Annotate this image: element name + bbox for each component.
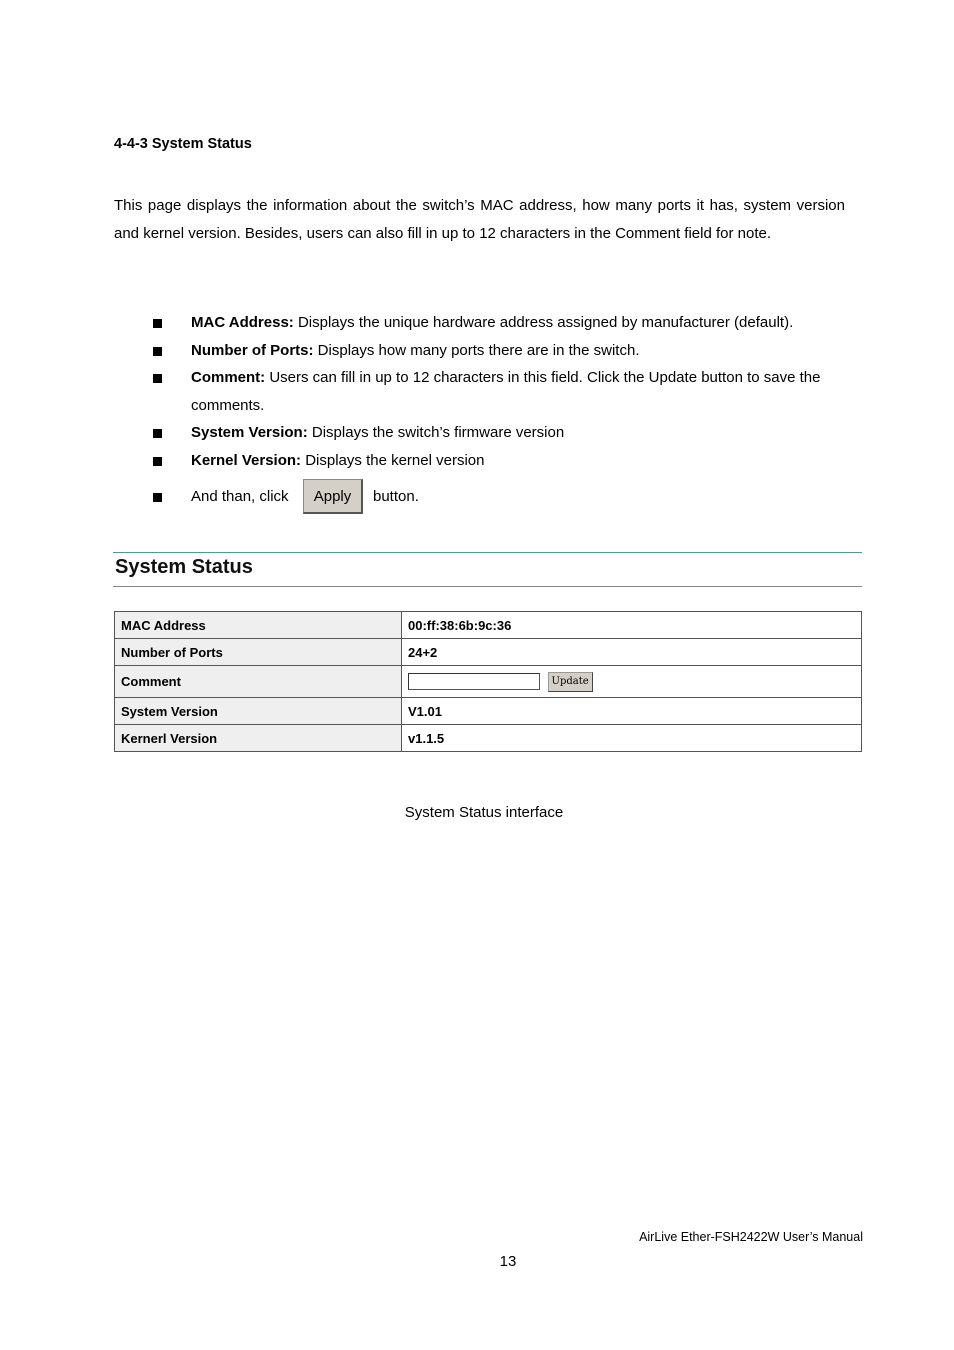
apply-line-after: button. [373,488,419,505]
bullet-term: Number of Ports: [191,341,314,359]
apply-button[interactable]: Apply [303,479,363,514]
bullet-term: MAC Address: [191,314,294,331]
system-status-table [114,611,862,752]
footer-manual-title: AirLive Ether-FSH2422W User’s Manual [639,1230,863,1244]
bullet-text: Displays the kernel version [301,451,485,469]
table-row [115,725,862,752]
bullet-square-icon [153,374,162,383]
bullet-square-icon [153,319,162,328]
page-number: 13 [499,1253,517,1270]
bullet-term: Comment: [191,369,266,386]
row-label: System Version [115,698,402,725]
kernel-version-value: v1.1.5 [402,725,862,752]
bullet-square-icon [153,429,162,438]
bullet-square-icon [153,493,162,502]
intro-paragraph: This page displays the information about the switch’s MAC address, how many ports it has, system version and kernel version. Besides, users can also fill in up to 12 characters in the Comment field for note. [114,197,845,242]
bullet-number-of-ports [150,337,850,365]
bullet-mac-address [150,309,850,337]
system-version-value: V1.01 [402,698,862,725]
bullet-kernel-version [150,447,850,475]
bullet-comment [150,364,850,419]
bullet-apply [150,479,850,519]
mac-address-value: 00:ff:38:6b:9c:36 [402,612,862,639]
bullet-list [150,309,850,519]
table-row [115,639,862,666]
bullet-square-icon [153,347,162,356]
bullet-text: Displays the switch’s firmware version [307,424,565,441]
table-row [115,612,862,639]
panel-title: System Status [115,556,253,578]
panel-bottom-divider [113,586,862,587]
bullet-text: Displays the unique hardware address assigned by manufacturer (default). [293,314,794,331]
row-label: Comment [115,666,402,698]
bullet-system-version [150,419,850,447]
panel-top-divider [113,552,862,553]
bullet-term: System Version: [191,424,308,441]
figure-caption: System Status interface [404,804,564,821]
row-label: MAC Address [115,612,402,639]
bullet-text: Displays how many ports there are in the switch. [313,341,640,359]
apply-line-before: And than, click [191,488,289,505]
table-row [115,698,862,725]
bullet-text: Users can fill in up to 12 characters in this field. Click the Update button to save the comments. [191,369,821,414]
section-heading: 4-4-3 System Status [114,136,252,152]
comment-input[interactable] [408,673,540,690]
number-of-ports-value: 24+2 [402,639,862,666]
bullet-square-icon [153,457,162,466]
update-button[interactable]: Update [548,672,593,692]
table-row [115,666,862,698]
row-label: Number of Ports [115,639,402,666]
bullet-term: Kernel Version: [191,451,302,469]
comment-cell [402,666,862,698]
row-label: Kernerl Version [115,725,402,752]
